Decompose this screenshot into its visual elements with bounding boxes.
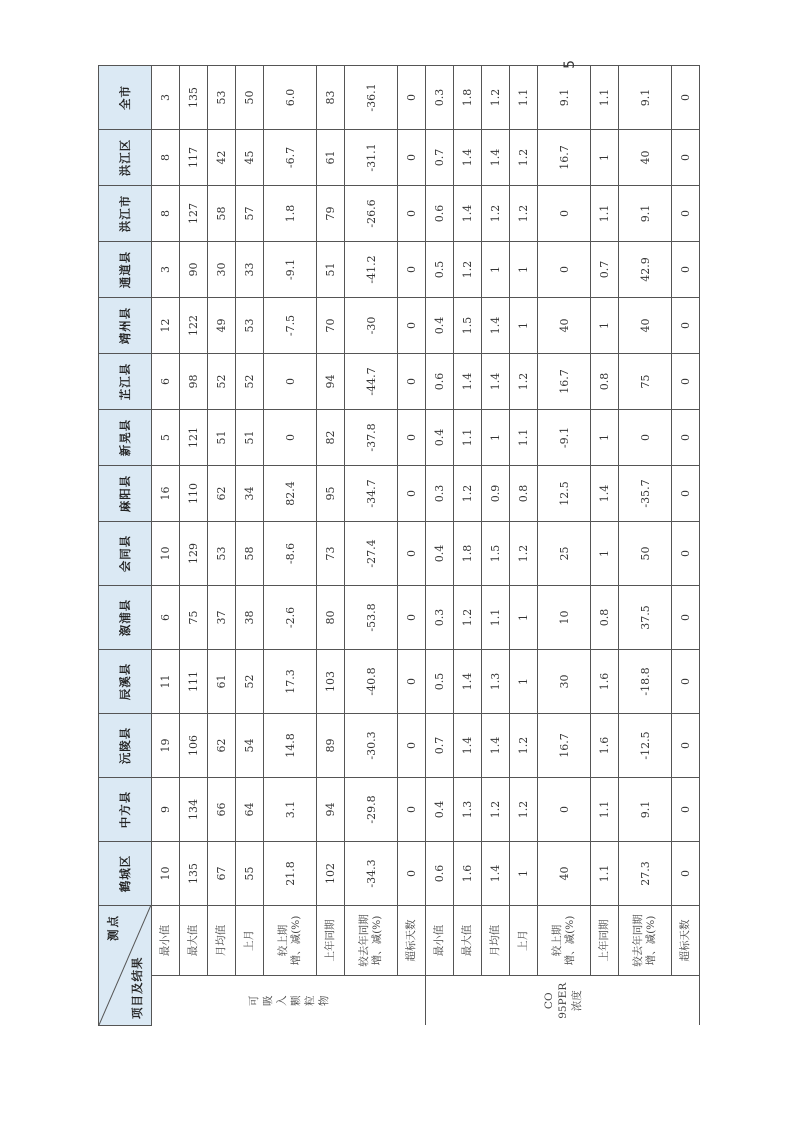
station-header: 洪江市: [99, 186, 152, 242]
value-cell: 52: [236, 354, 264, 410]
value-cell: 0.6: [426, 354, 454, 410]
header-row: [99, 66, 152, 1026]
value-cell: 0: [672, 842, 700, 906]
value-cell: 16.7: [538, 354, 591, 410]
row-label: 上年同期: [591, 906, 619, 976]
row-label: 最小值: [426, 906, 454, 976]
value-cell: 12: [152, 298, 180, 354]
station-header: 全市: [99, 66, 152, 130]
value-cell: 0: [398, 522, 426, 586]
value-cell: -12.5: [619, 714, 672, 778]
row-label: 上年同期: [317, 906, 345, 976]
value-cell: 0.3: [426, 66, 454, 130]
value-cell: 0: [672, 586, 700, 650]
value-cell: 40: [619, 298, 672, 354]
row-label: 较上期 增、减(%): [538, 906, 591, 976]
value-cell: 1.2: [482, 778, 510, 842]
value-cell: 1.4: [482, 298, 510, 354]
value-cell: 0.6: [426, 186, 454, 242]
value-cell: 33: [236, 242, 264, 298]
value-cell: 0: [398, 242, 426, 298]
value-cell: 75: [619, 354, 672, 410]
value-cell: 1.1: [510, 410, 538, 466]
value-cell: 102: [317, 842, 345, 906]
value-cell: 0: [398, 298, 426, 354]
value-cell: 0.4: [426, 410, 454, 466]
value-cell: 83: [317, 66, 345, 130]
row-label: 超标天数: [672, 906, 700, 976]
value-cell: 0: [672, 186, 700, 242]
value-cell: 82.4: [264, 466, 317, 522]
row-label: 较去年同期 增、减(%): [345, 906, 398, 976]
value-cell: 10: [152, 842, 180, 906]
station-header: 新晃县: [99, 410, 152, 466]
value-cell: 14.8: [264, 714, 317, 778]
table-row: [264, 66, 317, 1026]
table-row: [180, 66, 208, 1026]
value-cell: 134: [180, 778, 208, 842]
value-cell: 53: [208, 66, 236, 130]
row-label: 较去年同期 增、减(%): [619, 906, 672, 976]
value-cell: 0: [672, 354, 700, 410]
value-cell: 66: [208, 778, 236, 842]
value-cell: 0: [398, 842, 426, 906]
value-cell: 0: [672, 778, 700, 842]
value-cell: 1.4: [454, 714, 482, 778]
value-cell: 1.2: [510, 778, 538, 842]
value-cell: 3: [152, 242, 180, 298]
value-cell: 8: [152, 186, 180, 242]
value-cell: 25: [538, 522, 591, 586]
corner-label-station: 测点: [106, 914, 120, 941]
value-cell: -27.4: [345, 522, 398, 586]
value-cell: 12.5: [538, 466, 591, 522]
value-cell: 10: [538, 586, 591, 650]
pollutant-group-label: 可 吸 入 颗 粒 物: [152, 976, 426, 1026]
value-cell: 1.5: [454, 298, 482, 354]
value-cell: 122: [180, 298, 208, 354]
page-number: 5: [562, 60, 578, 69]
value-cell: 67: [208, 842, 236, 906]
value-cell: 1.1: [591, 186, 619, 242]
value-cell: 38: [236, 586, 264, 650]
value-cell: 1.4: [454, 354, 482, 410]
value-cell: 30: [208, 242, 236, 298]
value-cell: 58: [236, 522, 264, 586]
value-cell: 0: [538, 186, 591, 242]
value-cell: 80: [317, 586, 345, 650]
value-cell: 45: [236, 130, 264, 186]
pollutant-group-label: CO 95PER 浓度: [426, 976, 700, 1026]
value-cell: 16.7: [538, 714, 591, 778]
value-cell: 1.4: [454, 186, 482, 242]
value-cell: -36.1: [345, 66, 398, 130]
value-cell: 1.8: [454, 522, 482, 586]
value-cell: 94: [317, 778, 345, 842]
table-row: [591, 66, 619, 1026]
value-cell: 61: [317, 130, 345, 186]
row-label: 上月: [236, 906, 264, 976]
value-cell: 0: [619, 410, 672, 466]
value-cell: 1.3: [454, 778, 482, 842]
value-cell: 62: [208, 714, 236, 778]
value-cell: 6: [152, 586, 180, 650]
value-cell: 0: [398, 714, 426, 778]
value-cell: 1: [591, 522, 619, 586]
value-cell: 42.9: [619, 242, 672, 298]
value-cell: 0: [672, 66, 700, 130]
value-cell: 55: [236, 842, 264, 906]
value-cell: 62: [208, 466, 236, 522]
value-cell: 70: [317, 298, 345, 354]
value-cell: 1.1: [454, 410, 482, 466]
table-row: [317, 66, 345, 1026]
value-cell: -29.8: [345, 778, 398, 842]
value-cell: 9.1: [619, 66, 672, 130]
value-cell: 57: [236, 186, 264, 242]
value-cell: 95: [317, 466, 345, 522]
value-cell: 0.5: [426, 242, 454, 298]
value-cell: 50: [619, 522, 672, 586]
value-cell: 0: [672, 714, 700, 778]
station-header: 芷江县: [99, 354, 152, 410]
value-cell: 0: [538, 242, 591, 298]
value-cell: -53.8: [345, 586, 398, 650]
value-cell: -37.8: [345, 410, 398, 466]
value-cell: 1.4: [482, 130, 510, 186]
value-cell: 1: [510, 298, 538, 354]
value-cell: 1.2: [510, 354, 538, 410]
value-cell: -18.8: [619, 650, 672, 714]
value-cell: 0.3: [426, 586, 454, 650]
value-cell: -44.7: [345, 354, 398, 410]
value-cell: 117: [180, 130, 208, 186]
value-cell: 129: [180, 522, 208, 586]
table-row: [454, 66, 482, 1026]
value-cell: 98: [180, 354, 208, 410]
value-cell: 94: [317, 354, 345, 410]
value-cell: 103: [317, 650, 345, 714]
value-cell: 0.9: [482, 466, 510, 522]
value-cell: 1.2: [454, 586, 482, 650]
value-cell: 0.7: [426, 714, 454, 778]
value-cell: 50: [236, 66, 264, 130]
value-cell: -7.5: [264, 298, 317, 354]
value-cell: 51: [208, 410, 236, 466]
value-cell: 0: [672, 522, 700, 586]
value-cell: 0: [398, 586, 426, 650]
value-cell: 3: [152, 66, 180, 130]
value-cell: 110: [180, 466, 208, 522]
value-cell: -2.6: [264, 586, 317, 650]
value-cell: 6: [152, 354, 180, 410]
station-header: 通道县: [99, 242, 152, 298]
value-cell: 1.2: [510, 714, 538, 778]
table-row: [619, 66, 672, 1026]
row-label: 月均值: [208, 906, 236, 976]
value-cell: -34.7: [345, 466, 398, 522]
value-cell: 40: [538, 842, 591, 906]
value-cell: 0: [264, 354, 317, 410]
value-cell: 1.1: [510, 66, 538, 130]
value-cell: -30.3: [345, 714, 398, 778]
value-cell: 53: [236, 298, 264, 354]
value-cell: 49: [208, 298, 236, 354]
value-cell: 89: [317, 714, 345, 778]
value-cell: 0: [672, 298, 700, 354]
value-cell: 0: [398, 650, 426, 714]
value-cell: 106: [180, 714, 208, 778]
table-row: [510, 66, 538, 1026]
value-cell: 1.1: [591, 778, 619, 842]
value-cell: 3.1: [264, 778, 317, 842]
value-cell: 51: [317, 242, 345, 298]
value-cell: 0: [538, 778, 591, 842]
station-header: 会同县: [99, 522, 152, 586]
value-cell: 1.1: [591, 66, 619, 130]
value-cell: 1: [591, 130, 619, 186]
value-cell: 11: [152, 650, 180, 714]
value-cell: 1.4: [454, 650, 482, 714]
value-cell: -40.8: [345, 650, 398, 714]
value-cell: 0: [398, 186, 426, 242]
table-row: [236, 66, 264, 1026]
value-cell: 52: [236, 650, 264, 714]
value-cell: 1.2: [482, 186, 510, 242]
value-cell: 0.7: [591, 242, 619, 298]
value-cell: 0.4: [426, 522, 454, 586]
value-cell: -35.7: [619, 466, 672, 522]
station-header: 靖州县: [99, 298, 152, 354]
value-cell: 82: [317, 410, 345, 466]
value-cell: 1.2: [454, 466, 482, 522]
station-header: 溆浦县: [99, 586, 152, 650]
table-row: [672, 66, 700, 1026]
value-cell: 1.1: [591, 842, 619, 906]
value-cell: 0: [398, 410, 426, 466]
value-cell: 52: [208, 354, 236, 410]
value-cell: 0: [672, 130, 700, 186]
station-header: 麻阳县: [99, 466, 152, 522]
value-cell: 1: [510, 242, 538, 298]
corner-label-item: 项目及结果: [130, 956, 144, 1019]
value-cell: 0.4: [426, 778, 454, 842]
table-row: [398, 66, 426, 1026]
value-cell: 10: [152, 522, 180, 586]
value-cell: -9.1: [538, 410, 591, 466]
value-cell: 17.3: [264, 650, 317, 714]
value-cell: 1: [482, 242, 510, 298]
value-cell: 37.5: [619, 586, 672, 650]
value-cell: 1.2: [482, 66, 510, 130]
table-row: [482, 66, 510, 1026]
value-cell: 0.8: [591, 586, 619, 650]
table-row: [538, 66, 591, 1026]
value-cell: 0.8: [591, 354, 619, 410]
value-cell: 0.6: [426, 842, 454, 906]
value-cell: 1.2: [454, 242, 482, 298]
value-cell: 1.3: [482, 650, 510, 714]
row-label: 最大值: [180, 906, 208, 976]
value-cell: 1.4: [482, 714, 510, 778]
value-cell: 53: [208, 522, 236, 586]
value-cell: 1: [591, 410, 619, 466]
value-cell: 1: [510, 650, 538, 714]
value-cell: 0: [398, 466, 426, 522]
row-label: 较上期 增、减(%): [264, 906, 317, 976]
value-cell: -6.7: [264, 130, 317, 186]
value-cell: -30: [345, 298, 398, 354]
table-row: [208, 66, 236, 1026]
value-cell: 79: [317, 186, 345, 242]
value-cell: 30: [538, 650, 591, 714]
value-cell: -26.6: [345, 186, 398, 242]
value-cell: -8.6: [264, 522, 317, 586]
value-cell: 1.6: [591, 714, 619, 778]
value-cell: 1: [482, 410, 510, 466]
value-cell: 9.1: [538, 66, 591, 130]
value-cell: 135: [180, 842, 208, 906]
value-cell: 27.3: [619, 842, 672, 906]
value-cell: 64: [236, 778, 264, 842]
value-cell: 40: [619, 130, 672, 186]
row-label: 最大值: [454, 906, 482, 976]
value-cell: 73: [317, 522, 345, 586]
value-cell: 9.1: [619, 186, 672, 242]
value-cell: 1.8: [264, 186, 317, 242]
value-cell: 6.0: [264, 66, 317, 130]
value-cell: 34: [236, 466, 264, 522]
value-cell: 61: [208, 650, 236, 714]
table-row: [345, 66, 398, 1026]
value-cell: 5: [152, 410, 180, 466]
value-cell: 0: [398, 778, 426, 842]
value-cell: -34.3: [345, 842, 398, 906]
value-cell: 8: [152, 130, 180, 186]
value-cell: 0: [264, 410, 317, 466]
value-cell: 1: [591, 298, 619, 354]
row-label: 最小值: [152, 906, 180, 976]
value-cell: 121: [180, 410, 208, 466]
station-header: 中方县: [99, 778, 152, 842]
value-cell: 0: [398, 66, 426, 130]
value-cell: 0: [672, 466, 700, 522]
row-label: 上月: [510, 906, 538, 976]
table-row: [426, 66, 454, 1026]
value-cell: 0.8: [510, 466, 538, 522]
value-cell: 1.8: [454, 66, 482, 130]
value-cell: 0: [398, 354, 426, 410]
value-cell: 1.4: [482, 354, 510, 410]
value-cell: 127: [180, 186, 208, 242]
value-cell: 1.2: [510, 130, 538, 186]
value-cell: 40: [538, 298, 591, 354]
value-cell: 51: [236, 410, 264, 466]
station-header: 沅陵县: [99, 714, 152, 778]
value-cell: 1.4: [454, 130, 482, 186]
value-cell: -9.1: [264, 242, 317, 298]
value-cell: 19: [152, 714, 180, 778]
value-cell: 37: [208, 586, 236, 650]
station-header: 辰溪县: [99, 650, 152, 714]
value-cell: 16: [152, 466, 180, 522]
value-cell: 0: [398, 130, 426, 186]
value-cell: 1.4: [482, 842, 510, 906]
value-cell: 90: [180, 242, 208, 298]
value-cell: 1.6: [454, 842, 482, 906]
value-cell: 0.5: [426, 650, 454, 714]
value-cell: 1: [510, 586, 538, 650]
air-quality-table: [98, 65, 700, 1026]
value-cell: 9: [152, 778, 180, 842]
value-cell: 1: [510, 842, 538, 906]
value-cell: 0: [672, 410, 700, 466]
value-cell: 54: [236, 714, 264, 778]
value-cell: 42: [208, 130, 236, 186]
value-cell: 1.6: [591, 650, 619, 714]
value-cell: 1.4: [591, 466, 619, 522]
value-cell: 0.3: [426, 466, 454, 522]
value-cell: 0: [672, 650, 700, 714]
value-cell: 0.4: [426, 298, 454, 354]
row-label: 月均值: [482, 906, 510, 976]
value-cell: -41.2: [345, 242, 398, 298]
value-cell: 0.7: [426, 130, 454, 186]
value-cell: 75: [180, 586, 208, 650]
value-cell: 111: [180, 650, 208, 714]
table-row: [152, 66, 180, 1026]
value-cell: 1.1: [482, 586, 510, 650]
table-body: [152, 66, 700, 1026]
value-cell: 135: [180, 66, 208, 130]
value-cell: -31.1: [345, 130, 398, 186]
value-cell: 16.7: [538, 130, 591, 186]
value-cell: 0: [672, 242, 700, 298]
value-cell: 1.2: [510, 186, 538, 242]
value-cell: 21.8: [264, 842, 317, 906]
station-header: 洪江区: [99, 130, 152, 186]
value-cell: 1.5: [482, 522, 510, 586]
row-label: 超标天数: [398, 906, 426, 976]
value-cell: 9.1: [619, 778, 672, 842]
value-cell: 1.2: [510, 522, 538, 586]
station-header: 鹤城区: [99, 842, 152, 906]
table-corner-cell: [99, 906, 152, 1026]
value-cell: 58: [208, 186, 236, 242]
